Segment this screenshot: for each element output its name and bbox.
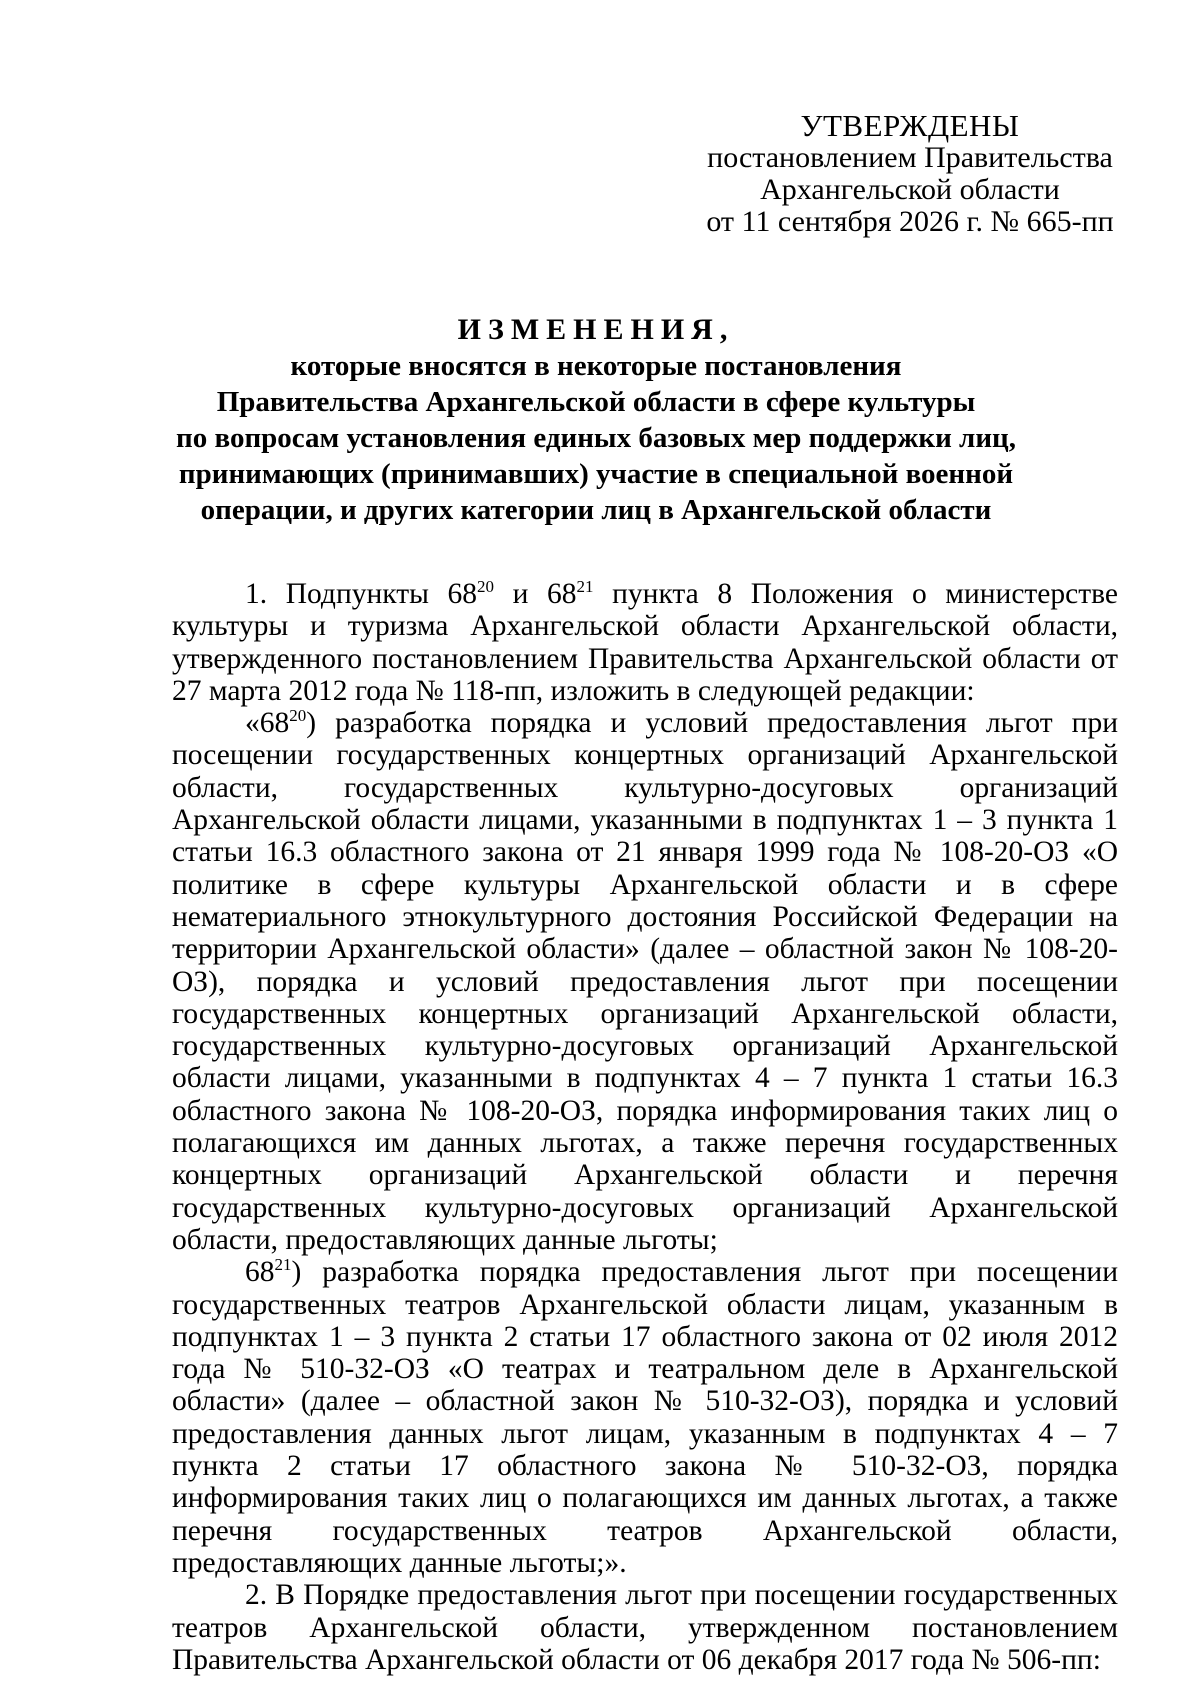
title-line-2: Правительства Архангельской области в сфере культуры [216, 386, 976, 418]
paragraph-2-text-a: «68 [245, 707, 290, 740]
paragraph-2 [172, 707, 1118, 1256]
approval-stamp [700, 110, 1120, 238]
title-line-4: принимающих (принимавших) участие в специальной военной [178, 458, 1014, 490]
approval-line-3: от 11 сентября 2026 г. № 665-пп [706, 205, 1114, 238]
approval-line-1: постановлением Правительства [707, 141, 1113, 174]
title-main: ИЗМЕНЕНИЯ, [457, 313, 735, 346]
paragraph-3-text-a: 68 [245, 1256, 275, 1289]
paragraph-3-sup: 21 [274, 1255, 292, 1275]
approval-line-2: Архангельской области [760, 173, 1060, 206]
document-title [160, 312, 1032, 528]
approval-heading: УТВЕРЖДЕНЫ [800, 108, 1020, 143]
paragraph-2-sup: 20 [289, 706, 307, 726]
paragraph-1 [172, 578, 1118, 707]
paragraph-1-text-a: 1. Подпункты 68 [245, 578, 478, 610]
title-line-3: по вопросам установления единых базовых мер поддержки лиц, [176, 422, 1016, 454]
title-line-1: которые вносятся в некоторые постановления [290, 350, 902, 382]
title-line-5: операции, и других категории лиц в Архангельской области [200, 494, 992, 526]
paragraph-1-text-b: и 68 [494, 578, 577, 610]
document-body [172, 578, 1118, 1676]
paragraph-4: 2. В Порядке предоставления льгот при посещении государственных театров Архангельской области, утвержденном постановлением Правительства Архангельской области от 06 декабря 2017 года № 506-пп: [172, 1579, 1118, 1676]
paragraph-3 [172, 1256, 1118, 1579]
paragraph-1-sup-2: 21 [576, 577, 594, 597]
paragraph-2-text-b: ) разработка порядка и условий предоставления льгот при посещении государственных концертных организаций Архангельской области, государственных культурно-досуговых организаций Архангельской области лицами, указанными в подпунктах 1 – 3 пункта 1 статьи 16.3 областного закона от 21 января 1999 года № 108-20-ОЗ «О политике в сфере культуры Архангельской области и в сфере нематериального этнокультурного достояния Российской Федерации на территории Архангельской области» (далее – областной закон № 108-20-ОЗ), порядка и условий предоставления льгот при посещении государственных концертных организаций Архангельской области, государственных культурно-досуговых организаций Архангельской области лицами, указанными в подпунктах 4 – 7 пункта 1 статьи 16.3 областного закона № 108-20-ОЗ, порядка информирования таких лиц о полагающихся им данных льготах, а также перечня государственных концертных организаций Архангельской области и перечня государственных культурно-досуговых организаций Архангельской области, предоставляющих данные льготы; [172, 707, 1118, 1256]
paragraph-1-sup-1: 20 [477, 577, 495, 597]
paragraph-3-text-b: ) разработка порядка предоставления льгот при посещении государственных театров Архангельской области лицам, указанным в подпунктах 1 – 3 пункта 2 статьи 17 областного закона от 02 июля 2012 года № 510-32-ОЗ «О театрах и театральном деле в Архангельской области» (далее – областной закон № 510-32-ОЗ), порядка и условий предоставления данных льгот лицам, указанным в подпунктах 4 – 7 пункта 2 статьи 17 областного закона № 510-32-ОЗ, порядка информирования таких лиц о полагающихся им данных льготах, а также перечня государственных театров Архангельской области, предоставляющих данные льготы;». [172, 1256, 1118, 1579]
paragraph-1-text-c: пункта 8 Положения о министерстве культуры и туризма Архангельской области Архангельской области, утвержденного постановлением Правительства Архангельской области от 27 марта 2012 года № 118-пп, изложить в следующей редакции: [172, 578, 1118, 707]
